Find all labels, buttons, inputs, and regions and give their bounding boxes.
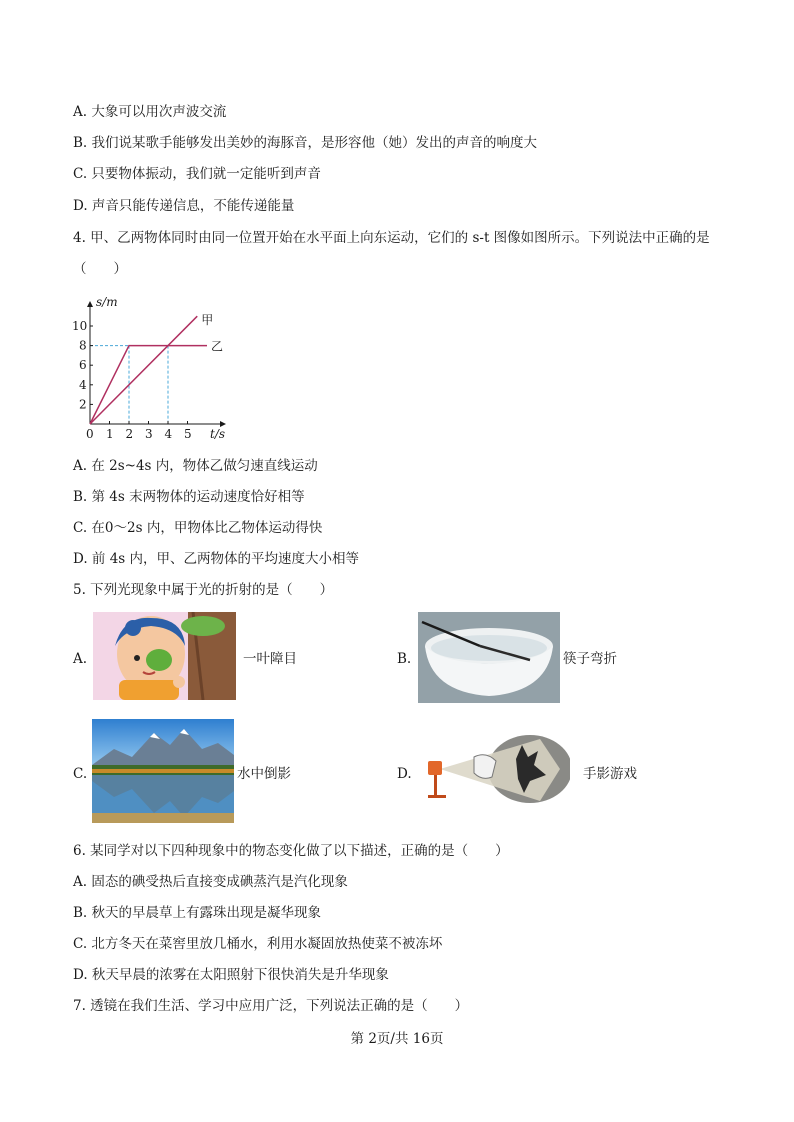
q5-option-d-caption: 手影游戏 [583,766,637,782]
x-tick-label-1: 1 [106,427,114,441]
q6-option-b: B. 秋天的早晨草上有露珠出现是凝华现象 [73,905,322,921]
series-label-jia: 甲 [201,313,214,328]
x-axis-label: t/s [210,427,226,441]
q5-option-b-letter: B. [397,651,412,667]
page-number: 第 2页/共 16页 [350,1031,444,1047]
x-tick-label-0: 0 [86,427,94,441]
q4-option-d: D. 前 4s 内，甲、乙两物体的平均速度大小相等 [73,551,360,567]
q5-option-c-letter: C. [73,766,88,782]
q4-option-b: B. 第 4s 末两物体的运动速度恰好相等 [73,489,305,505]
q3-option-d: D. 声音只能传递信息，不能传递能量 [73,198,295,214]
q5-option-b-caption: 筷子弯折 [563,651,617,667]
q7-stem: 7. 透镜在我们生活、学习中应用广泛，下列说法正确的是（ ） [73,998,469,1014]
y-axis-label: s/m [96,295,118,309]
q4-option-c: C. 在0～2s 内，甲物体比乙物体运动得快 [73,520,323,536]
y-tick-label-8: 8 [79,338,87,353]
chopstick-in-bowl-picture [418,612,560,703]
hand-shadow-picture [420,735,570,805]
series-line-yi [90,346,207,424]
y-tick-label-10: 10 [72,319,88,333]
q5-stem: 5. 下列光现象中属于光的折射的是（ ） [73,582,334,598]
q6-option-d: D. 秋天早晨的浓雾在太阳照射下很快消失是升华现象 [73,967,389,983]
leaf-blocking-eye-picture [93,612,236,700]
x-tick-label-5: 5 [184,427,192,441]
q4-stem: 4. 甲、乙两物体同时由同一位置开始在水平面上向东运动，它们的 s-t 图像如图所示。下列说法中正确的是 [73,230,710,246]
y-tick-label-2: 2 [79,397,87,412]
q5-option-a-caption: 一叶障目 [243,651,297,667]
q3-option-c: C. 只要物体振动，我们就一定能听到声音 [73,166,321,182]
st-graph [70,292,240,442]
series-label-yi: 乙 [211,339,224,354]
mountain-reflection-picture [92,719,234,823]
series-line-jia [90,316,197,424]
q6-option-c: C. 北方冬天在菜窖里放几桶水，利用水凝固放热使菜不被冻坏 [73,936,443,952]
q5-option-a-letter: A. [73,651,88,667]
x-tick-label-3: 3 [145,427,153,441]
q3-option-a: A. 大象可以用次声波交流 [73,104,227,120]
x-tick-label-4: 4 [164,427,173,441]
x-tick-label-2: 2 [125,427,134,441]
q3-option-b: B. 我们说某歌手能够发出美妙的海豚音，是形容他（她）发出的声音的响度大 [73,135,538,151]
q5-option-d-letter: D. [397,766,412,782]
y-tick-label-6: 6 [79,358,87,373]
q4-option-a: A. 在 2s~4s 内，物体乙做匀速直线运动 [73,458,318,474]
q4-stem-bracket: （ ） [73,261,127,277]
q6-stem: 6. 某同学对以下四种现象中的物态变化做了以下描述，正确的是（ ） [73,843,509,859]
q6-option-a: A. 固态的碘受热后直接变成碘蒸汽是汽化现象 [73,874,348,890]
q5-option-c-caption: 水中倒影 [237,766,291,782]
st-graph-svg [70,292,240,442]
y-tick-label-4: 4 [79,377,87,392]
